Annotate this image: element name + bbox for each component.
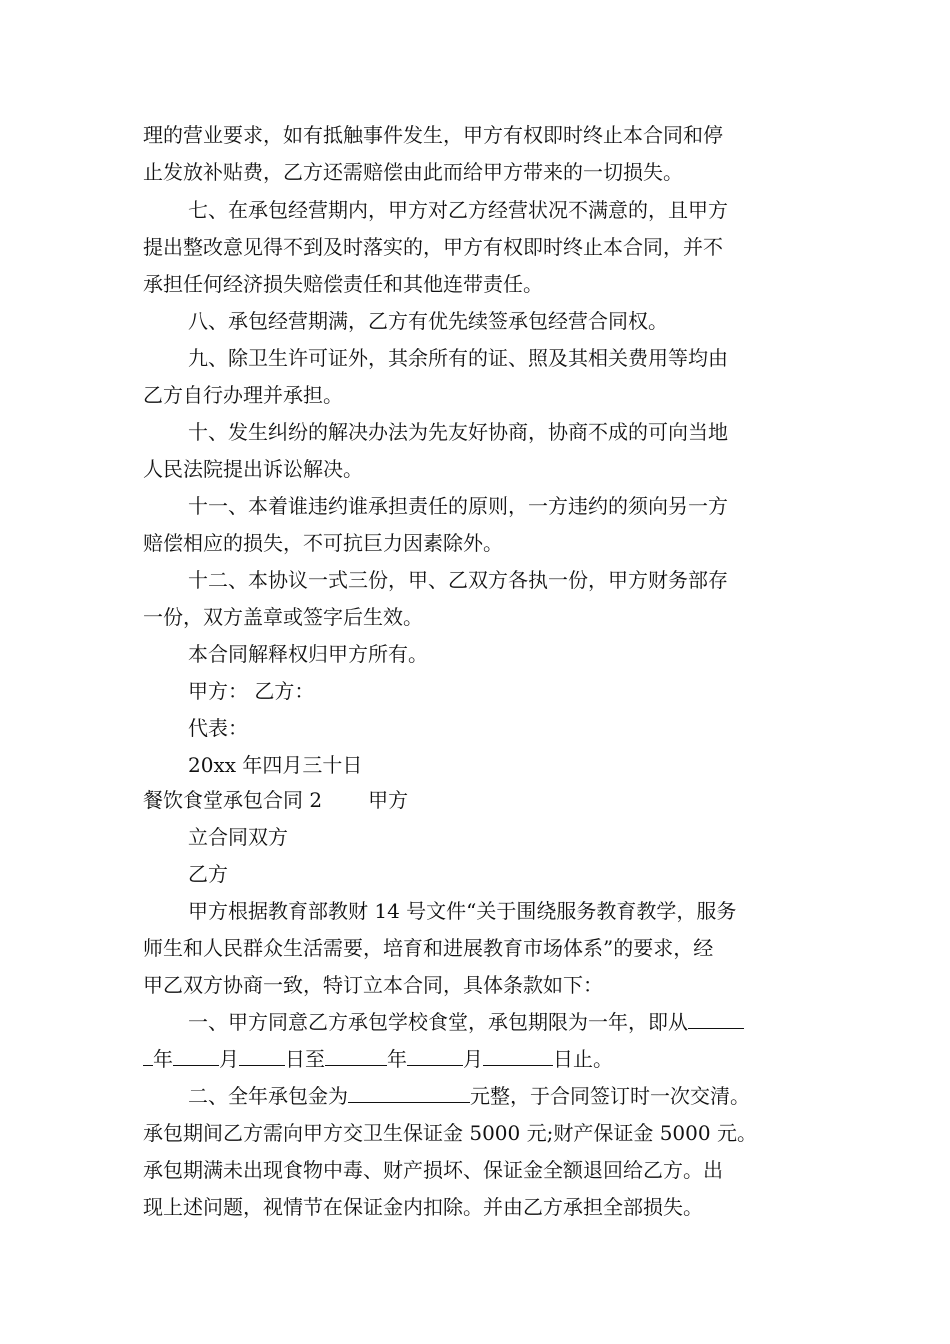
party-b-label: 乙方 (188, 862, 228, 886)
year-label: 年 (153, 1047, 173, 1071)
clause-9-line: 九、除卫生许可证外，其余所有的证、照及其相关费用等均由 (188, 346, 728, 370)
amount-blank (348, 1084, 470, 1103)
clause-8-line: 八、承包经营期满，乙方有优先续签承包经营合同权。 (188, 309, 668, 333)
clause-12-line: 十二、本协议一式三份，甲、乙双方各执一份，甲方财务部存 (188, 568, 728, 592)
paragraph-line: 承担任何经济损失赔偿责任和其他连带责任。 (143, 272, 543, 296)
representative-line: 代表： (188, 716, 248, 740)
clause-7-line: 七、在承包经营期内，甲方对乙方经营状况不满意的，且甲方 (188, 198, 728, 222)
clause-2-line: 承包期满未出现食物中毒、财产损坏、保证金全额退回给乙方。出 (143, 1158, 723, 1182)
party-a-label: 甲方 (368, 788, 409, 812)
clause-2-line: 现上述问题，视情节在保证金内扣除。并由乙方承担全部损失。 (143, 1195, 703, 1219)
paragraph-line: 一份，双方盖章或签字后生效。 (143, 605, 423, 629)
paragraph-line: 乙方自行办理并承担。 (143, 383, 343, 407)
intro-line: 甲方根据教育部教财 14 号文件“关于围绕服务教育教学，服务 (188, 899, 737, 923)
clause-1-dates (143, 1044, 613, 1074)
contract-title-line (143, 785, 408, 815)
clause-2-text-b: 元整，于合同签订时一次交清。 (470, 1084, 750, 1108)
year-label: 年 (387, 1047, 407, 1071)
contract-title: 餐饮食堂承包合同 2 (143, 788, 323, 812)
paragraph-line: 赔偿相应的损失，不可抗巨力因素除外。 (143, 531, 503, 555)
start-year-blank (688, 1010, 744, 1029)
end-year-blank (325, 1047, 387, 1066)
paragraph-line: 提出整改意见得不到及时落实的，甲方有权即时终止本合同，并不 (143, 235, 723, 259)
signature-parties: 甲方： 乙方： (188, 679, 315, 703)
paragraph-line: 人民法院提出诉讼解决。 (143, 457, 363, 481)
clause-10-line: 十、发生纠纷的解决办法为先友好协商，协商不成的可向当地 (188, 420, 728, 444)
end-month-blank (407, 1047, 463, 1066)
parties-line: 立合同双方 (188, 825, 288, 849)
month-label: 月 (463, 1047, 483, 1071)
clause-2-text: 二、全年承包金为 (188, 1084, 348, 1108)
day-to-label: 日至 (285, 1047, 325, 1071)
clause-1-line (188, 1007, 744, 1037)
intro-line: 师生和人民群众生活需要，培育和进展教育市场体系”的要求，经 (143, 936, 714, 960)
clause-11-line: 十一、本着谁违约谁承担责任的原则，一方违约的须向另一方 (188, 494, 728, 518)
end-day-blank (483, 1047, 553, 1066)
date-line: 20xx 年四月三十日 (188, 753, 363, 777)
start-year-blank-cont (143, 1047, 153, 1066)
clause-2-line (188, 1081, 750, 1111)
clause-2-line: 承包期间乙方需向甲方交卫生保证金 5000 元;财产保证金 5000 元。 (143, 1121, 757, 1145)
paragraph-line: 理的营业要求，如有抵触事件发生，甲方有权即时终止本合同和停 (143, 123, 723, 147)
month-label: 月 (219, 1047, 239, 1071)
paragraph-line: 止发放补贴费，乙方还需赔偿由此而给甲方带来的一切损失。 (143, 160, 683, 184)
start-day-blank (239, 1047, 285, 1066)
clause-1-text: 一、甲方同意乙方承包学校食堂，承包期限为一年，即从 (188, 1010, 688, 1034)
day-end-label: 日止。 (553, 1047, 613, 1071)
interpretation-line: 本合同解释权归甲方所有。 (188, 642, 428, 666)
intro-line: 甲乙双方协商一致，特订立本合同，具体条款如下： (143, 973, 603, 997)
start-month-blank (173, 1047, 219, 1066)
